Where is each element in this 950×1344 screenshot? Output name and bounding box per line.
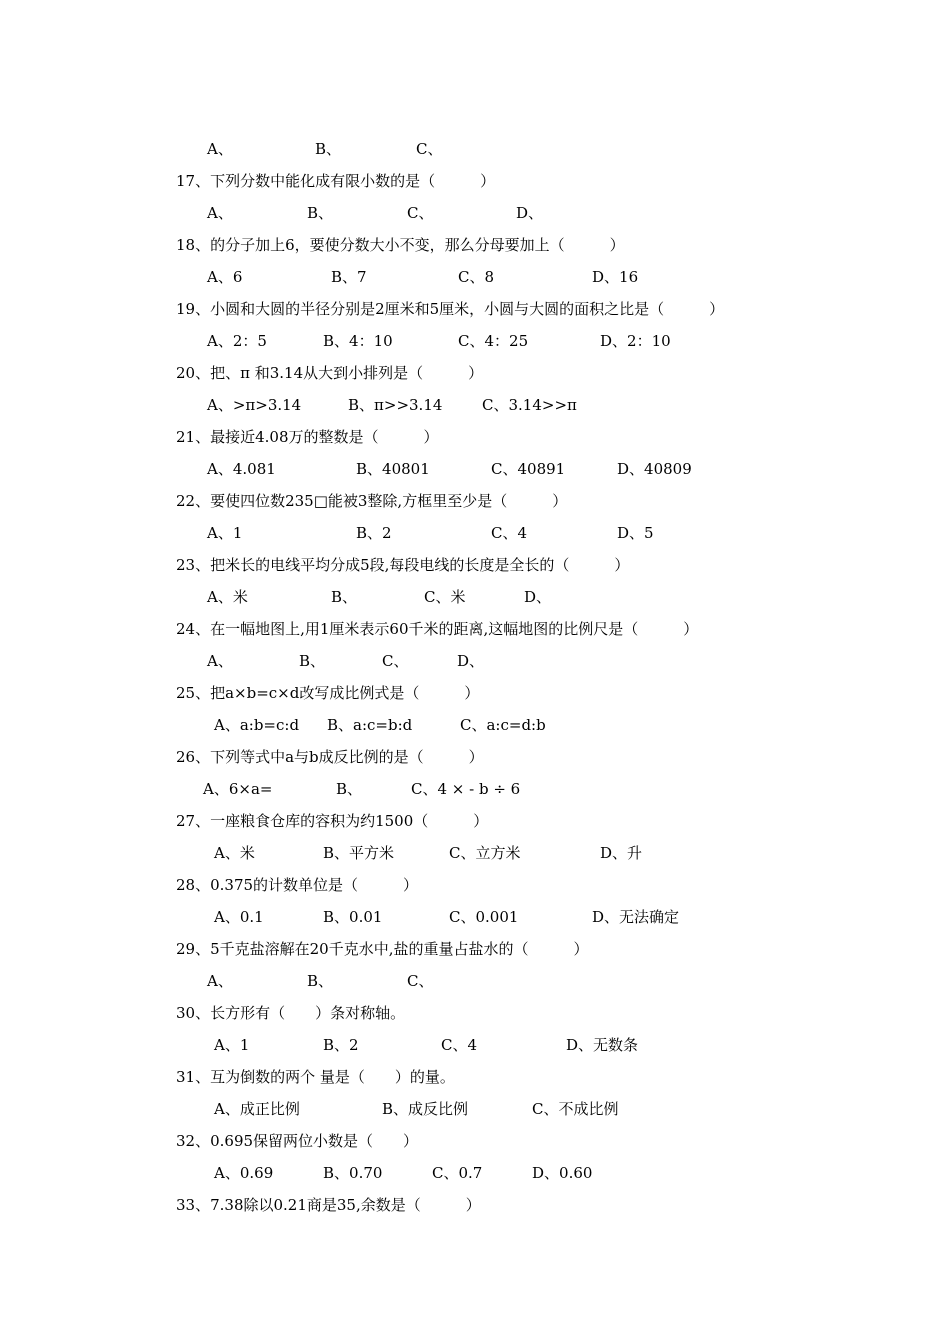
answer-option: A、1 xyxy=(207,524,243,542)
answer-option: D、0.60 xyxy=(532,1164,593,1182)
answer-option: C、 xyxy=(407,204,434,222)
answer-option: A、 xyxy=(207,140,233,158)
answer-option: A、0.69 xyxy=(214,1164,274,1182)
answer-option: C、 xyxy=(382,652,409,670)
answer-option: A、米 xyxy=(207,588,248,606)
question-text: 24、在一幅地图上,用1厘米表示60千米的距离,这幅地图的比例尺是（ ） xyxy=(176,620,699,638)
answer-option: C、 xyxy=(407,972,434,990)
answer-option: B、7 xyxy=(331,268,367,286)
answer-option: B、 xyxy=(336,780,363,798)
answer-option: D、40809 xyxy=(617,460,692,478)
question-text: 30、长方形有（ ）条对称轴。 xyxy=(176,1004,406,1022)
answer-option: A、a:b=c:d xyxy=(214,716,300,734)
answer-option: C、8 xyxy=(458,268,495,286)
answer-option: B、π>>3.14 xyxy=(348,396,443,414)
answer-option: D、无数条 xyxy=(566,1036,639,1054)
answer-option: C、a:c=d:b xyxy=(460,716,546,734)
answer-option: A、0.1 xyxy=(214,908,264,926)
answer-option: C、不成比例 xyxy=(532,1100,619,1118)
question-text: 27、一座粮食仓库的容积为约1500（ ） xyxy=(176,812,489,830)
answer-option: B、2 xyxy=(323,1036,359,1054)
answer-option: C、0.001 xyxy=(449,908,519,926)
answer-option: A、6×a= xyxy=(203,780,273,798)
answer-option: A、1 xyxy=(214,1036,250,1054)
answer-option: A、 xyxy=(207,652,233,670)
question-text: 32、0.695保留两位小数是（ ） xyxy=(176,1132,419,1150)
question-text: 19、小圆和大圆的半径分别是2厘米和5厘米，小圆与大圆的面积之比是（ ） xyxy=(176,300,725,318)
question-text: 17、下列分数中能化成有限小数的是（ ） xyxy=(176,172,496,190)
answer-option: C、3.14>>π xyxy=(482,396,577,414)
answer-option: C、米 xyxy=(424,588,466,606)
answer-option: B、0.70 xyxy=(323,1164,383,1182)
answer-option: D、 xyxy=(516,204,544,222)
answer-option: A、2：5 xyxy=(207,332,267,350)
answer-option: A、米 xyxy=(214,844,255,862)
answer-option: B、 xyxy=(331,588,358,606)
answer-option: C、4：25 xyxy=(458,332,529,350)
answer-option: A、>π>3.14 xyxy=(207,396,302,414)
answer-option: A、 xyxy=(207,972,233,990)
answer-option: D、 xyxy=(457,652,485,670)
question-text: 22、要使四位数235□能被3整除,方框里至少是（ ） xyxy=(176,492,568,510)
answer-option: B、0.01 xyxy=(323,908,383,926)
answer-option: B、平方米 xyxy=(323,844,395,862)
answer-option: D、2：10 xyxy=(600,332,671,350)
answer-option: B、40801 xyxy=(356,460,430,478)
question-text: 28、0.375的计数单位是（ ） xyxy=(176,876,419,894)
answer-option: D、16 xyxy=(592,268,639,286)
answer-option: B、2 xyxy=(356,524,392,542)
answer-option: B、4：10 xyxy=(323,332,393,350)
answer-option: B、 xyxy=(299,652,326,670)
answer-option: A、 xyxy=(207,204,233,222)
answer-option: D、升 xyxy=(600,844,643,862)
answer-option: C、4 xyxy=(491,524,528,542)
answer-option: D、无法确定 xyxy=(592,908,680,926)
question-text: 18、的分子加上6，要使分数大小不变，那么分母要加上（ ） xyxy=(176,236,625,254)
question-text: 26、下列等式中a与b成反比例的是（ ） xyxy=(176,748,484,766)
answer-option: B、 xyxy=(307,204,334,222)
answer-option: C、 xyxy=(416,140,443,158)
answer-option: C、40891 xyxy=(491,460,566,478)
question-text: 29、5千克盐溶解在20千克水中,盐的重量占盐水的（ ） xyxy=(176,940,589,958)
answer-option: B、 xyxy=(307,972,334,990)
question-text: 33、7.38除以0.21商是35,余数是（ ） xyxy=(176,1196,481,1214)
answer-option: C、4 xyxy=(441,1036,478,1054)
question-text: 23、把米长的电线平均分成5段,每段电线的长度是全长的（ ） xyxy=(176,556,630,574)
question-text: 20、把、π 和3.14从大到小排列是（ ） xyxy=(176,364,484,382)
answer-option: A、4.081 xyxy=(207,460,276,478)
answer-option: C、0.7 xyxy=(432,1164,483,1182)
answer-option: D、 xyxy=(524,588,552,606)
question-text: 21、最接近4.08万的整数是（ ） xyxy=(176,428,439,446)
answer-option: B、成反比例 xyxy=(382,1100,469,1118)
answer-option: C、立方米 xyxy=(449,844,521,862)
answer-option: C、4 × - b ÷ 6 xyxy=(411,780,521,798)
answer-option: A、6 xyxy=(207,268,243,286)
answer-option: B、a:c=b:d xyxy=(327,716,413,734)
question-text: 25、把a×b=c×d改写成比例式是（ ） xyxy=(176,684,480,702)
answer-option: B、 xyxy=(315,140,342,158)
answer-option: D、5 xyxy=(617,524,654,542)
question-text: 31、互为倒数的两个 量是（ ）的量。 xyxy=(176,1068,455,1086)
answer-option: A、成正比例 xyxy=(214,1100,300,1118)
